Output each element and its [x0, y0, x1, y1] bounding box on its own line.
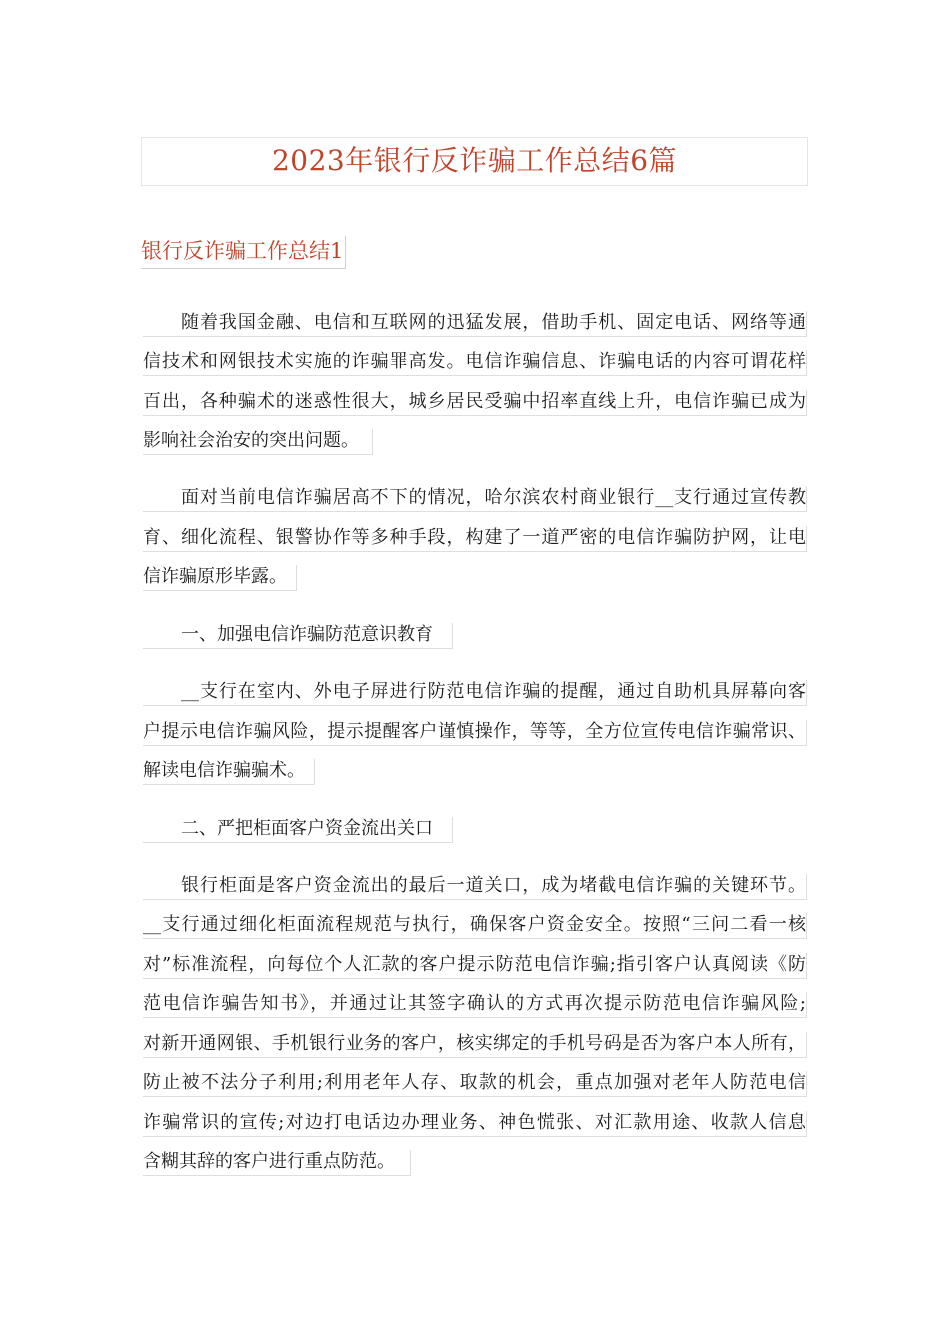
paragraph-4-line-6: 防止被不法分子利用;利用老年人存、取款的机会，重点加强对老年人防范电信	[143, 1071, 807, 1097]
paragraph-1-line-4: 影响社会治安的突出问题。	[143, 429, 373, 455]
paragraph-3-line-3: 解读电信诈骗骗术。	[143, 759, 315, 785]
document-title: 2023年银行反诈骗工作总结6篇	[271, 144, 678, 177]
heading-one: 一、加强电信诈骗防范意识教育	[143, 623, 453, 649]
paragraph-2-line-2: 育、细化流程、银警协作等多种手段，构建了一道严密的电信诈骗防护网，让电	[143, 526, 807, 552]
paragraph-4-line-4: 范电信诈骗告知书》，并通过让其签字确认的方式再次提示防范电信诈骗风险;	[143, 992, 807, 1018]
paragraph-4-line-1: 银行柜面是客户资金流出的最后一道关口，成为堵截电信诈骗的关键环节。	[143, 874, 807, 900]
paragraph-1-line-1: 随着我国金融、电信和互联网的迅猛发展，借助手机、固定电话、网络等通	[143, 311, 807, 337]
section-heading: 银行反诈骗工作总结1	[141, 236, 346, 269]
document-title-box	[141, 137, 808, 186]
paragraph-2-line-1: 面对当前电信诈骗居高不下的情况，哈尔滨农村商业银行__支行通过宣传教	[143, 486, 807, 512]
paragraph-4-line-5: 对新开通网银、手机银行业务的客户，核实绑定的手机号码是否为客户本人所有，	[143, 1032, 807, 1058]
paragraph-2-line-3: 信诈骗原形毕露。	[143, 565, 297, 591]
paragraph-4-line-2: __支行通过细化柜面流程规范与执行，确保客户资金安全。按照“三问二看一核	[143, 913, 807, 939]
paragraph-4-line-8: 含糊其辞的客户进行重点防范。	[143, 1150, 411, 1176]
paragraph-1-line-3: 百出，各种骗术的迷惑性很大，城乡居民受骗中招率直线上升，电信诈骗已成为	[143, 390, 807, 416]
paragraph-3-line-2: 户提示电信诈骗风险，提示提醒客户谨慎操作，等等，全方位宣传电信诈骗常识、	[143, 720, 807, 746]
heading-two: 二、严把柜面客户资金流出关口	[143, 817, 453, 843]
paragraph-1-line-2: 信技术和网银技术实施的诈骗罪高发。电信诈骗信息、诈骗电话的内容可谓花样	[143, 350, 807, 376]
paragraph-4-line-7: 诈骗常识的宣传;对边打电话边办理业务、神色慌张、对汇款用途、收款人信息	[143, 1111, 807, 1137]
paragraph-4-line-3: 对”标准流程，向每位个人汇款的客户提示防范电信诈骗;指引客户认真阅读《防	[143, 953, 807, 979]
paragraph-3-line-1: __支行在室内、外电子屏进行防范电信诈骗的提醒，通过自助机具屏幕向客	[143, 680, 807, 706]
